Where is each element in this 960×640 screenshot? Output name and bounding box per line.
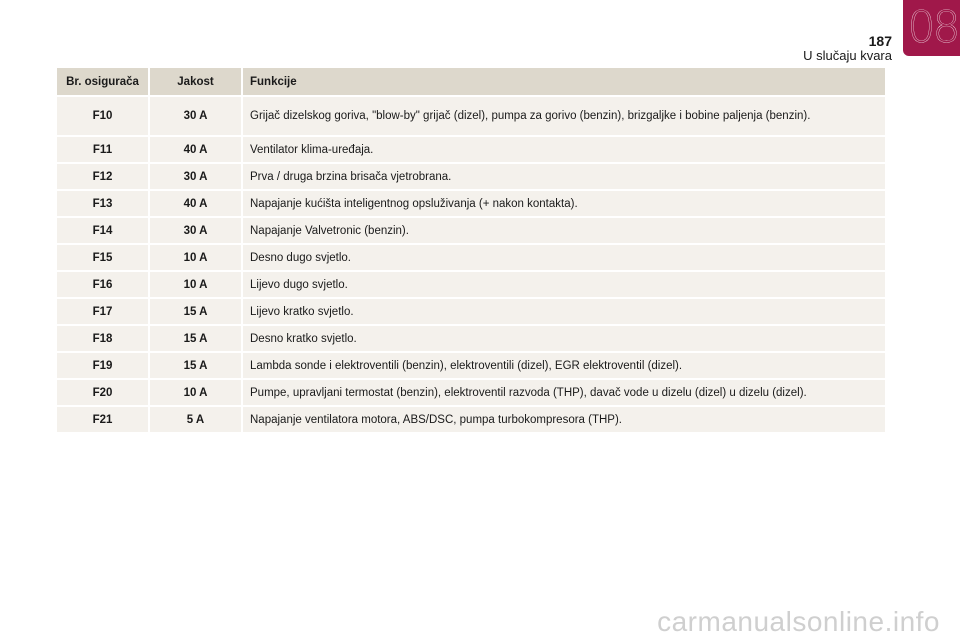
amperage-cell: 30 A — [150, 95, 243, 135]
amperage-cell: 40 A — [150, 189, 243, 216]
table-row — [57, 351, 885, 378]
amperage-cell: 40 A — [150, 135, 243, 162]
function-cell: Pumpe, upravljani termostat (benzin), elektroventil razvoda (THP), davač vode u dizelu (dizel) u dizelu (dizel). — [243, 378, 885, 405]
function-cell: Napajanje kućišta inteligentnog opsluživanja (+ nakon kontakta). — [243, 189, 885, 216]
fuse-cell: F18 — [57, 324, 150, 351]
table-row — [57, 95, 885, 135]
table-row — [57, 162, 885, 189]
function-cell: Lambda sonde i elektroventili (benzin), elektroventili (dizel), EGR elektroventil (dizel). — [243, 351, 885, 378]
page-number: 187 — [868, 33, 892, 49]
fuse-cell: F14 — [57, 216, 150, 243]
table-row — [57, 216, 885, 243]
function-cell: Desno dugo svjetlo. — [243, 243, 885, 270]
fuse-cell: F16 — [57, 270, 150, 297]
amperage-cell: 15 A — [150, 297, 243, 324]
function-cell: Desno kratko svjetlo. — [243, 324, 885, 351]
table-row — [57, 270, 885, 297]
column-header-functions: Funkcije — [243, 68, 885, 95]
fuse-table — [57, 68, 885, 432]
fuse-cell: F12 — [57, 162, 150, 189]
function-cell: Napajanje ventilatora motora, ABS/DSC, pumpa turbokompresora (THP). — [243, 405, 885, 432]
function-cell: Ventilator klima-uređaja. — [243, 135, 885, 162]
function-cell: Napajanje Valvetronic (benzin). — [243, 216, 885, 243]
function-cell: Lijevo dugo svjetlo. — [243, 270, 885, 297]
table-row — [57, 189, 885, 216]
table-row — [57, 297, 885, 324]
fuse-cell: F13 — [57, 189, 150, 216]
section-title: U slučaju kvara — [803, 48, 892, 63]
amperage-cell: 15 A — [150, 324, 243, 351]
amperage-cell: 10 A — [150, 378, 243, 405]
fuse-cell: F19 — [57, 351, 150, 378]
function-cell: Grijač dizelskog goriva, "blow-by" grijač (dizel), pumpa za gorivo (benzin), brizgaljke i bobine paljenja (benzin). — [243, 95, 885, 135]
fuse-cell: F17 — [57, 297, 150, 324]
amperage-cell: 30 A — [150, 216, 243, 243]
fuse-cell: F20 — [57, 378, 150, 405]
fuse-cell: F10 — [57, 95, 150, 135]
table-row — [57, 243, 885, 270]
column-header-amperage: Jakost — [150, 68, 243, 95]
amperage-cell: 10 A — [150, 243, 243, 270]
amperage-cell: 30 A — [150, 162, 243, 189]
page-header — [803, 34, 892, 63]
amperage-cell: 10 A — [150, 270, 243, 297]
table-row — [57, 405, 885, 432]
fuse-cell: F15 — [57, 243, 150, 270]
watermark: carmanualsonline.info — [657, 606, 940, 637]
table-row — [57, 135, 885, 162]
table-row — [57, 324, 885, 351]
amperage-cell: 15 A — [150, 351, 243, 378]
fuse-cell: F21 — [57, 405, 150, 432]
table-header-row — [57, 68, 885, 95]
chapter-number: 08 — [907, 2, 958, 53]
amperage-cell: 5 A — [150, 405, 243, 432]
fuse-cell: F11 — [57, 135, 150, 162]
function-cell: Prva / druga brzina brisača vjetrobrana. — [243, 162, 885, 189]
function-cell: Lijevo kratko svjetlo. — [243, 297, 885, 324]
column-header-fuse: Br. osigurača — [57, 68, 150, 95]
chapter-tab — [903, 0, 960, 56]
table-row — [57, 378, 885, 405]
